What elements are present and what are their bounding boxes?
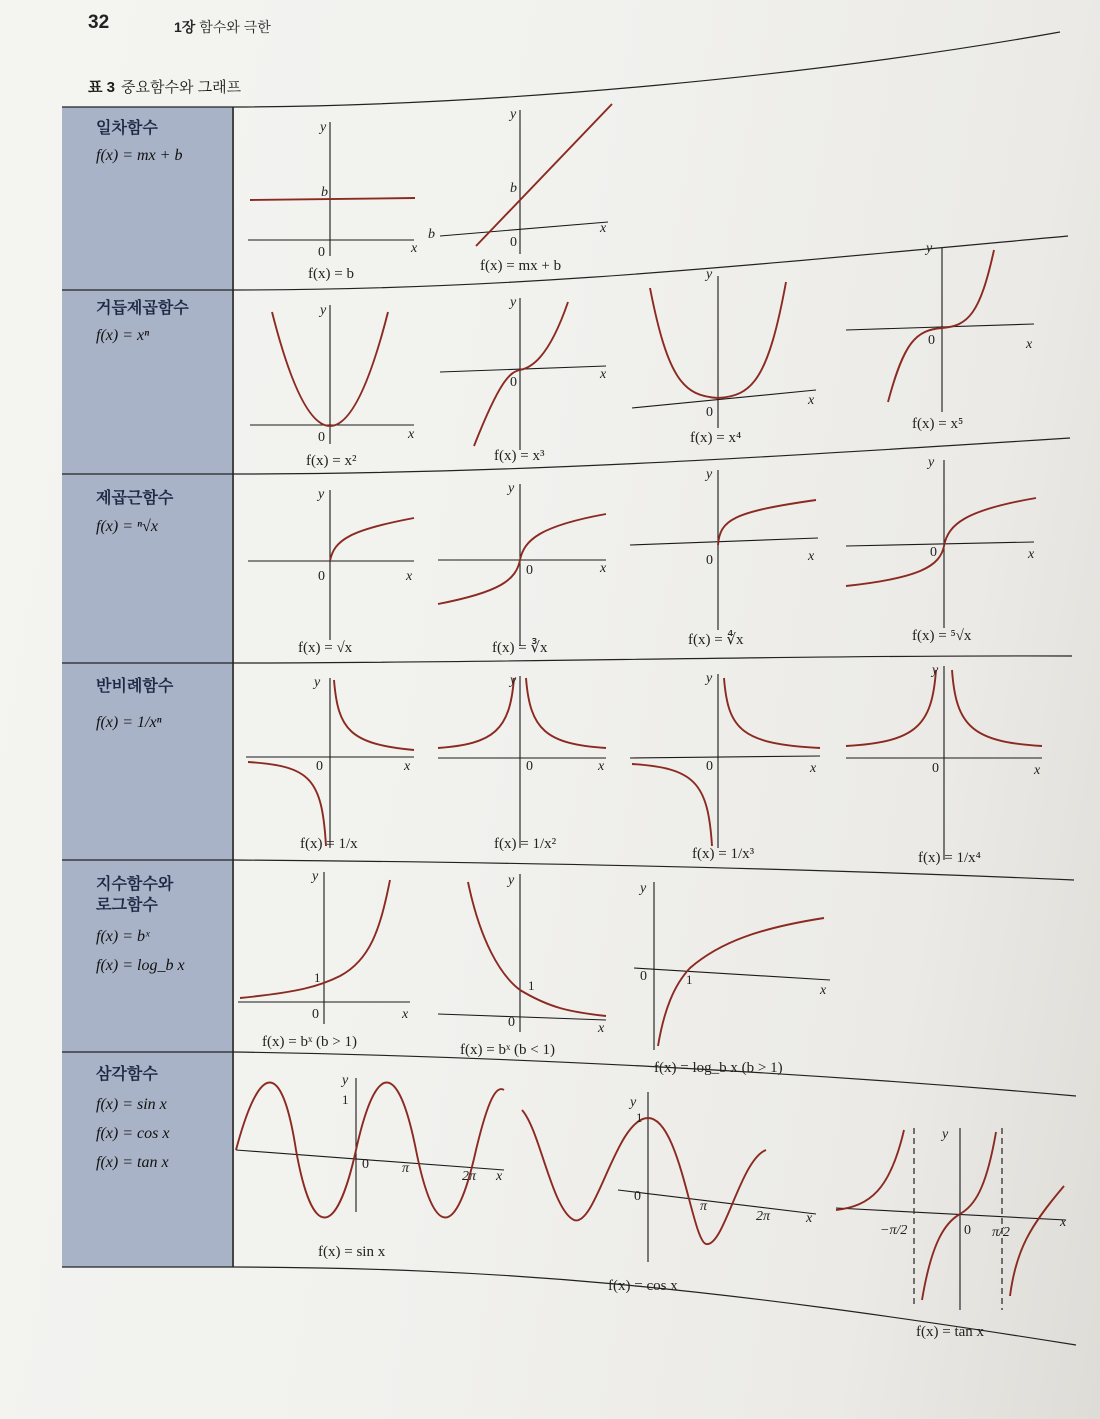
curve-constant bbox=[250, 198, 415, 200]
svg-text:−π/2: −π/2 bbox=[880, 1223, 908, 1238]
graph-x-cubed bbox=[440, 295, 607, 464]
svg-text:0: 0 bbox=[928, 333, 935, 348]
caption-fourth-root: f(x) = ∜x bbox=[688, 632, 744, 648]
svg-text:0: 0 bbox=[316, 759, 323, 774]
svg-text:x: x bbox=[1026, 337, 1033, 352]
svg-text:π: π bbox=[402, 1161, 410, 1176]
category-root: 제곱근함수 bbox=[96, 490, 174, 507]
svg-text:y: y bbox=[706, 267, 713, 282]
graph-linear bbox=[428, 104, 612, 274]
graph-fifth-root bbox=[846, 455, 1036, 644]
svg-text:x: x bbox=[808, 549, 815, 564]
svg-text:1: 1 bbox=[342, 1092, 349, 1107]
svg-text:y: y bbox=[932, 663, 939, 678]
svg-text:y: y bbox=[926, 241, 933, 256]
formula-linear: f(x) = mx + b bbox=[96, 147, 183, 164]
svg-text:x: x bbox=[1028, 547, 1035, 562]
curve-x-cubed bbox=[474, 302, 568, 446]
caption-tan: f(x) = tan x bbox=[916, 1324, 985, 1340]
svg-text:x: x bbox=[820, 983, 827, 998]
svg-text:0: 0 bbox=[362, 1157, 369, 1172]
svg-text:x: x bbox=[806, 1211, 813, 1226]
svg-text:2π: 2π bbox=[462, 1169, 477, 1184]
category-linear: 일차함수 bbox=[96, 120, 158, 137]
curve-sqrt bbox=[330, 518, 414, 561]
caption-recip-x: f(x) = 1/x bbox=[300, 836, 358, 852]
svg-text:y: y bbox=[928, 455, 935, 470]
caption-constant: f(x) = b bbox=[308, 266, 354, 282]
graph-recip-x4 bbox=[846, 663, 1042, 866]
svg-text:1: 1 bbox=[636, 1110, 643, 1125]
caption-linear: f(x) = mx + b bbox=[480, 258, 562, 274]
formula-root: f(x) = ⁿ√x bbox=[96, 518, 158, 535]
svg-text:x: x bbox=[406, 569, 413, 584]
svg-text:0: 0 bbox=[640, 969, 647, 984]
graph-x-squared bbox=[250, 303, 415, 469]
curve-recip-x4-left bbox=[846, 670, 936, 746]
svg-text:y: y bbox=[630, 1095, 637, 1110]
svg-text:0: 0 bbox=[930, 545, 937, 560]
caption-sin: f(x) = sin x bbox=[318, 1244, 386, 1260]
caption-x-squared: f(x) = x² bbox=[306, 453, 357, 469]
graph-cbrt bbox=[438, 481, 607, 656]
svg-text:x: x bbox=[411, 241, 418, 256]
svg-text:0: 0 bbox=[964, 1223, 971, 1238]
svg-text:y: y bbox=[510, 295, 517, 310]
curve-recip-x4-right bbox=[952, 670, 1042, 746]
svg-text:π: π bbox=[700, 1199, 708, 1214]
curve-recip-x2-right bbox=[526, 678, 606, 748]
svg-text:y: y bbox=[320, 303, 327, 318]
category-power: 거듭제곱함수 bbox=[96, 300, 189, 317]
graph-sin bbox=[236, 1073, 504, 1260]
svg-text:x: x bbox=[408, 427, 415, 442]
caption-recip-x3: f(x) = 1/x³ bbox=[692, 846, 755, 862]
svg-text:x: x bbox=[598, 759, 605, 774]
table-title-text: 중요함수와 그래프 bbox=[121, 79, 242, 96]
graph-recip-x3 bbox=[630, 671, 820, 862]
curve-fifth-root bbox=[846, 498, 1036, 586]
svg-text:0: 0 bbox=[318, 569, 325, 584]
caption-log: f(x) = log_b x (b > 1) bbox=[654, 1060, 783, 1076]
svg-text:y: y bbox=[706, 671, 713, 686]
formula-trig: f(x) = sin x f(x) = cos x f(x) = tan x bbox=[96, 1096, 170, 1171]
svg-text:π/2: π/2 bbox=[992, 1225, 1010, 1240]
caption-recip-x2: f(x) = 1/x² bbox=[494, 836, 557, 852]
row-divider-1 bbox=[62, 236, 1068, 290]
caption-x-cubed: f(x) = x³ bbox=[494, 448, 545, 464]
table-top-border bbox=[62, 32, 1060, 107]
graph-log bbox=[634, 881, 830, 1076]
graph-constant bbox=[248, 120, 418, 282]
svg-text:1: 1 bbox=[686, 972, 693, 987]
caption-fifth-root: f(x) = ⁵√x bbox=[912, 628, 972, 644]
svg-text:y: y bbox=[706, 467, 713, 482]
svg-text:1: 1 bbox=[314, 970, 321, 985]
svg-text:y: y bbox=[640, 881, 647, 896]
svg-text:x: x bbox=[600, 221, 607, 236]
row-divider-3 bbox=[62, 656, 1072, 663]
caption-x-fifth: f(x) = x⁵ bbox=[912, 416, 964, 432]
caption-exp-decay: f(x) = bˣ (b < 1) bbox=[460, 1042, 555, 1058]
svg-text:0: 0 bbox=[526, 563, 533, 578]
svg-text:x: x bbox=[810, 761, 817, 776]
svg-text:0: 0 bbox=[526, 759, 533, 774]
svg-text:0: 0 bbox=[318, 245, 325, 260]
curve-tan-left bbox=[836, 1130, 904, 1210]
caption-x-fourth: f(x) = x⁴ bbox=[690, 430, 742, 446]
graph-tan bbox=[836, 1127, 1067, 1340]
curve-recip-x-neg bbox=[248, 762, 326, 846]
svg-text:0: 0 bbox=[932, 761, 939, 776]
graph-recip-x bbox=[246, 675, 414, 852]
svg-text:0: 0 bbox=[706, 553, 713, 568]
curve-sin bbox=[236, 1083, 504, 1218]
curve-recip-x3-pos bbox=[724, 678, 820, 748]
svg-text:0: 0 bbox=[706, 759, 713, 774]
formula-reciprocal: f(x) = 1/xⁿ bbox=[96, 714, 162, 731]
svg-text:x: x bbox=[600, 367, 607, 382]
chapter-title: 함수와 극한 bbox=[199, 19, 271, 35]
caption-cbrt: f(x) = ∛x bbox=[492, 640, 548, 656]
row-divider-5 bbox=[62, 1052, 1076, 1096]
svg-text:x: x bbox=[1034, 763, 1041, 778]
svg-text:2π: 2π bbox=[756, 1209, 771, 1224]
svg-text:0: 0 bbox=[634, 1189, 641, 1204]
svg-text:0: 0 bbox=[510, 375, 517, 390]
curve-recip-x2-left bbox=[438, 678, 514, 748]
svg-text:x: x bbox=[598, 1021, 605, 1036]
category-exp-log: 지수함수와 로그함수 bbox=[96, 876, 174, 914]
curve-exp-decay bbox=[468, 882, 606, 1016]
svg-text:y: y bbox=[508, 481, 515, 496]
svg-text:0: 0 bbox=[706, 405, 713, 420]
curve-cbrt bbox=[438, 514, 606, 604]
svg-text:y: y bbox=[320, 120, 327, 135]
caption-cos: f(x) = cos x bbox=[608, 1278, 678, 1294]
table-number: 표 3 bbox=[88, 79, 115, 96]
svg-text:1: 1 bbox=[528, 978, 535, 993]
svg-text:y: y bbox=[318, 487, 325, 502]
curve-log bbox=[658, 918, 824, 1046]
svg-text:0: 0 bbox=[510, 235, 517, 250]
svg-text:y: y bbox=[314, 675, 321, 690]
graph-cos bbox=[522, 1092, 816, 1294]
svg-text:y: y bbox=[342, 1073, 349, 1088]
svg-text:x: x bbox=[496, 1169, 503, 1184]
curve-linear bbox=[476, 104, 612, 246]
curve-tan-right bbox=[1010, 1186, 1064, 1296]
page-number: 32 bbox=[88, 12, 110, 33]
svg-text:b: b bbox=[428, 227, 435, 242]
curve-recip-x3-neg bbox=[632, 764, 712, 846]
caption-recip-x4: f(x) = 1/x⁴ bbox=[918, 850, 981, 866]
curve-cos bbox=[522, 1110, 766, 1244]
graph-fourth-root bbox=[630, 467, 818, 648]
svg-text:0: 0 bbox=[312, 1007, 319, 1022]
graph-exp-decay bbox=[438, 873, 606, 1058]
caption-exp-growth: f(x) = bˣ (b > 1) bbox=[262, 1034, 357, 1050]
svg-text:0: 0 bbox=[508, 1015, 515, 1030]
formula-exp-log: f(x) = bˣ f(x) = log_b x bbox=[96, 928, 185, 974]
graph-recip-x2 bbox=[438, 673, 606, 852]
svg-text:y: y bbox=[510, 673, 517, 688]
curve-recip-x-pos bbox=[334, 680, 414, 750]
svg-text:x: x bbox=[808, 393, 815, 408]
graph-exp-growth bbox=[238, 869, 410, 1050]
svg-text:y: y bbox=[508, 873, 515, 888]
svg-text:x: x bbox=[404, 759, 411, 774]
svg-text:0: 0 bbox=[318, 430, 325, 445]
svg-text:x: x bbox=[402, 1007, 409, 1022]
caption-sqrt: f(x) = √x bbox=[298, 640, 353, 656]
svg-text:y: y bbox=[510, 107, 517, 122]
graph-sqrt bbox=[248, 487, 414, 656]
svg-text:y: y bbox=[312, 869, 319, 884]
chapter-label: 1장 bbox=[174, 19, 196, 35]
category-reciprocal: 반비례함수 bbox=[96, 678, 174, 695]
graph-x-fifth bbox=[846, 241, 1034, 432]
svg-text:x: x bbox=[600, 561, 607, 576]
graph-x-fourth bbox=[632, 267, 816, 446]
svg-text:y: y bbox=[942, 1127, 949, 1142]
svg-text:b: b bbox=[510, 181, 517, 196]
row-divider-2 bbox=[62, 438, 1070, 474]
svg-text:b: b bbox=[321, 185, 328, 200]
category-trig: 삼각함수 bbox=[96, 1066, 158, 1083]
formula-power: f(x) = xⁿ bbox=[96, 327, 150, 344]
svg-text:x: x bbox=[1060, 1215, 1067, 1230]
